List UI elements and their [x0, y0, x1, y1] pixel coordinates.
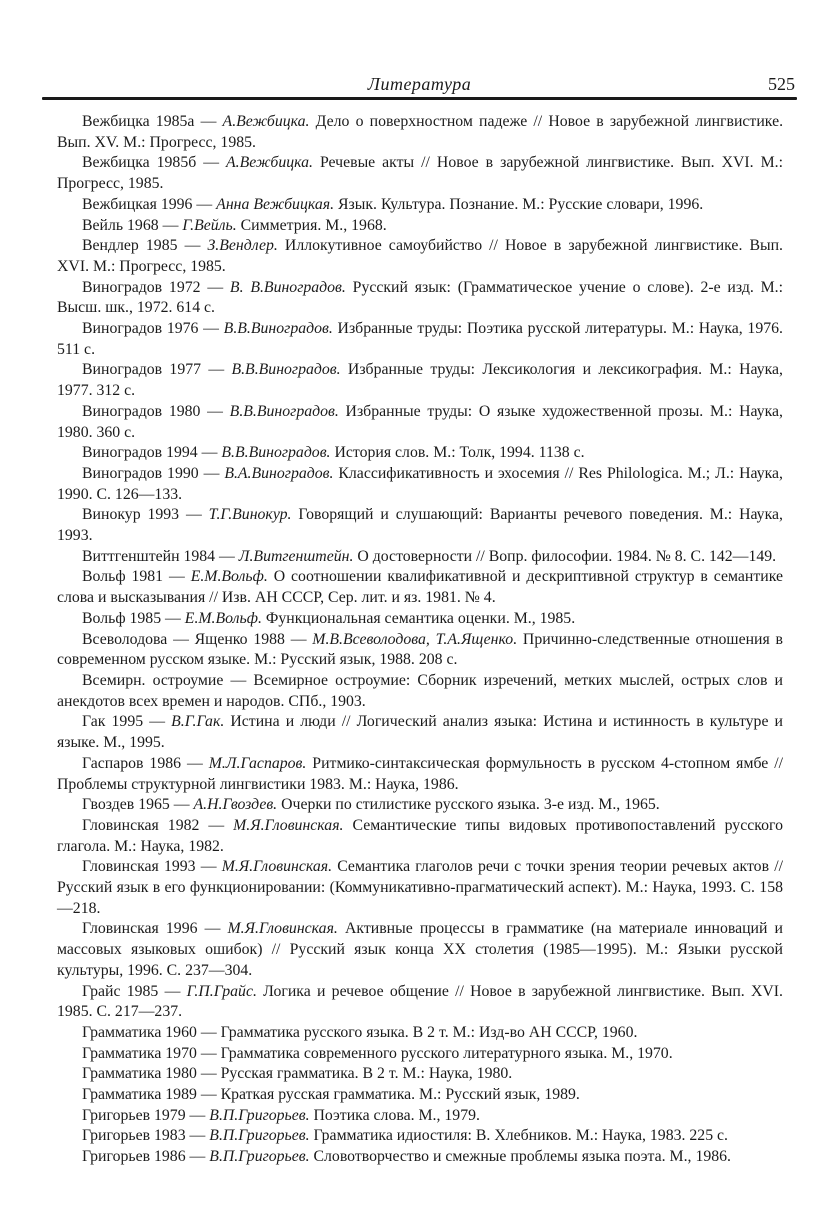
- entry-text: История слов. М.: Толк, 1994. 1138 с.: [334, 444, 585, 462]
- entry-author: М.Я.Гловинская.: [221, 858, 333, 876]
- entry-text: Очерки по стилистике русского языка. 3-е изд. М., 1965.: [281, 796, 660, 814]
- bibliography-entry: Вендлер 1985 — З.Вендлер. Иллокутивное самоубийство // Новое в зарубежной лингвистике. Вып. XVI. М.: Прогресс, 1985.: [57, 237, 784, 275]
- entry-label: Гвоздев 1965: [82, 796, 170, 814]
- entry-text: Язык. Культура. Познание. М.: Русские словари, 1996.: [337, 195, 704, 213]
- entry-text: Причинно-следственные отношения в современном русском языке. М.: Русский язык, 1988. 208 с.: [57, 630, 783, 669]
- entry-label: Вежбицкая 1996: [82, 195, 193, 213]
- entry-author: В.В.Виноградов.: [229, 402, 339, 420]
- entry-text: Дело о поверхностном падеже // Новое в зарубежной лингвистике. Вып. XV. М.: Прогресс, 1985.: [57, 113, 784, 151]
- bibliography-entry: Григорьев 1983 — В.П.Григорьев. Грамматика идиостиля: В. Хлебников. М.: Наука, 1983. 225 с.: [82, 1127, 728, 1145]
- entry-label: Грамматика 1960: [82, 1023, 197, 1041]
- entry-text: Избранные труды: Поэтика русской литературы. М.: Наука, 1976. 511 с.: [57, 320, 783, 358]
- entry-text: Поэтика слова. М., 1979.: [313, 1106, 480, 1124]
- entry-label: Григорьев 1979: [82, 1106, 186, 1124]
- entry-author: В.В.Виноградов.: [221, 444, 331, 462]
- entry-label: Гловинская 1996: [82, 920, 198, 938]
- entry-text: Семантика глаголов речи с точки зрения теории речевых актов // Русский язык в его функционировании: (Коммуникативно-прагматический аспект). М.: Наука, 1993. С. 158—218.: [57, 858, 783, 917]
- entry-author: В.Г.Гак.: [171, 713, 225, 731]
- entry-label: Виноградов 1980: [82, 402, 201, 420]
- entry-author: Анна Вежбицкая.: [216, 195, 335, 213]
- entry-text: О достоверности // Вопр. философии. 1984. № 8. С. 142—149.: [357, 547, 777, 565]
- bibliography-entry: Всеволодова — Ященко 1988 — М.В.Всеволодова, Т.А.Ященко. Причинно-следственные отношения в современном русском языке. М.: Русский язык, 1988. 208 с.: [57, 630, 783, 669]
- entry-label: Виноградов 1972: [82, 278, 201, 296]
- entry-author: В.П.Григорьев.: [209, 1127, 310, 1145]
- entry-author: Г.Вейль.: [182, 216, 237, 234]
- entry-text: Всемирное остроумие: Сборник изречений, метких мыслей, острых слов и анекдотов всех времен и народов. СПб., 1903.: [57, 671, 783, 710]
- entry-text: Классификативность и эхосемия // Res Philologica. М.; Л.: Наука, 1990. С. 126—133.: [57, 464, 783, 503]
- entry-label: Григорьев 1986: [82, 1148, 186, 1166]
- entry-text: Истина и люди // Логический анализ языка: Истина и истинность в культуре и языке. М., 1995.: [57, 713, 783, 752]
- entry-author: З.Вендлер.: [207, 237, 278, 255]
- entry-label: Всеволодова — Ященко 1988: [82, 630, 285, 648]
- bibliography-entry: Григорьев 1986 — В.П.Григорьев. Словотворчество и смежные проблемы языка поэта. М., 1986.: [82, 1148, 731, 1166]
- running-head: [42, 74, 797, 96]
- bibliography-entry: Грайс 1985 — Г.П.Грайс. Логика и речевое общение // Новое в зарубежной лингвистике. Вып. XVI. 1985. С. 217—237.: [57, 982, 784, 1021]
- bibliography-entry: Грамматика 1980 — Русская грамматика. В 2 т. М.: Наука, 1980.: [82, 1065, 513, 1083]
- entry-label: Винокур 1993: [82, 506, 180, 524]
- bibliography-entry: Вольф 1981 — Е.М.Вольф. О соотношении квалификативной и дескриптивной структур в семантике слова и высказывания // Изв. АН СССР, Сер. лит. и яз. 1981. № 4.: [57, 568, 784, 607]
- entry-text: Словотворчество и смежные проблемы языка поэта. М., 1986.: [313, 1148, 731, 1166]
- entry-label: Вольф 1985: [82, 609, 162, 627]
- entry-label: Виттгенштейн 1984: [82, 547, 216, 565]
- bibliography-entry: Виттгенштейн 1984 — Л.Витгенштейн. О достоверности // Вопр. философии. 1984. № 8. С. 142—149.: [82, 547, 777, 565]
- entry-author: А.Н.Гвоздев.: [193, 796, 278, 814]
- bibliography-entry: Грамматика 1989 — Краткая русская грамматика. М.: Русский язык, 1989.: [82, 1086, 580, 1104]
- bibliography-list: [57, 112, 783, 1168]
- entry-author: В.П.Григорьев.: [209, 1106, 310, 1124]
- entry-text: Функциональная семантика оценки. М., 1985.: [265, 609, 576, 627]
- entry-text: Краткая русская грамматика. М.: Русский язык, 1989.: [220, 1086, 580, 1104]
- entry-text: Русский язык: (Грамматическое учение о слове). 2-е изд. М.: Высш. шк., 1972. 614 с.: [57, 278, 783, 317]
- entry-author: В.В.Виноградов.: [223, 320, 333, 338]
- bibliography-entry: Виноградов 1980 — В.В.Виноградов. Избранные труды: О языке художественной прозы. М.: Наука, 1980. 360 с.: [57, 402, 783, 441]
- entry-text: Ритмико-синтаксическая формульность в русском 4-стопном ямбе // Проблемы структурной лингвистики 1983. М.: Наука, 1986.: [57, 754, 783, 793]
- entry-label: Виноградов 1976: [82, 320, 199, 338]
- entry-author: М.Л.Гаспаров.: [208, 754, 307, 772]
- entry-text: Грамматика современного русского литературного языка. М., 1970.: [220, 1044, 673, 1062]
- entry-text: Говорящий и слушающий: Варианты речевого поведения. М.: Наука, 1993.: [57, 506, 783, 545]
- entry-text: Активные процессы в грамматике (на материале инноваций и массовых языковых ошибок) // Русский язык конца XX столетия (1985—1995). М.: Языки русской культуры, 1996. С. 237—304.: [57, 920, 784, 979]
- entry-text: Грамматика русского языка. В 2 т. М.: Изд-во АН СССР, 1960.: [220, 1023, 638, 1041]
- entry-author: М.В.Всеволодова, Т.А.Ященко.: [312, 630, 518, 648]
- entry-text: О соотношении квалификативной и дескриптивной структур в семантике слова и высказывания // Изв. АН СССР, Сер. лит. и яз. 1981. № 4.: [57, 568, 784, 607]
- entry-author: В. В.Виноградов.: [229, 278, 346, 296]
- entry-label: Гаспаров 1986: [82, 754, 182, 772]
- entry-author: В.А.Виноградов.: [224, 464, 334, 482]
- entry-author: Е.М.Вольф.: [184, 609, 262, 627]
- entry-text: Иллокутивное самоубийство // Новое в зарубежной лингвистике. Вып. XVI. М.: Прогресс, 1985.: [57, 237, 784, 275]
- entry-label: Грайс 1985: [82, 982, 159, 1000]
- bibliography-entry: Виноградов 1990 — В.А.Виноградов. Классификативность и эхосемия // Res Philologica. М.; Л.: Наука, 1990. С. 126—133.: [57, 464, 783, 503]
- entry-label: Гак 1995: [82, 713, 144, 731]
- entry-text: Избранные труды: О языке художественной прозы. М.: Наука, 1980. 360 с.: [57, 402, 783, 441]
- entry-label: Виноградов 1994: [82, 444, 198, 462]
- entry-label: Гловинская 1993: [82, 858, 196, 876]
- entry-label: Гловинская 1982: [82, 816, 200, 834]
- entry-label: Вольф 1981: [82, 568, 164, 586]
- bibliography-entry: Гловинская 1993 — М.Я.Гловинская. Семантика глаголов речи с точки зрения теории речевых актов // Русский язык в его функционировании: (Коммуникативно-прагматический аспект). М.: Наука, 1993. С. 158—218.: [57, 858, 783, 917]
- entry-author: А.Вежбицка.: [226, 154, 313, 172]
- bibliography-entry: Вежбицкая 1996 — Анна Вежбицкая. Язык. Культура. Познание. М.: Русские словари, 1996.: [82, 195, 704, 213]
- bibliography-entry: Виноградов 1976 — В.В.Виноградов. Избранные труды: Поэтика русской литературы. М.: Наука, 1976. 511 с.: [57, 320, 783, 358]
- entry-label: Вейль 1968: [82, 216, 159, 234]
- header-rule: [42, 97, 797, 100]
- entry-label: Грамматика 1980: [82, 1065, 197, 1083]
- entry-text: Грамматика идиостиля: В. Хлебников. М.: Наука, 1983. 225 с.: [313, 1127, 728, 1145]
- bibliography-entry: Всемирн. остроумие — Всемирное остроумие: Сборник изречений, метких мыслей, острых слов и анекдотов всех времен и народов. СПб., 1903.: [57, 671, 783, 710]
- bibliography-entry: Грамматика 1960 — Грамматика русского языка. В 2 т. М.: Изд-во АН СССР, 1960.: [82, 1023, 638, 1041]
- bibliography-entry: Вежбицка 1985а — А.Вежбицка. Дело о поверхностном падеже // Новое в зарубежной лингвистике. Вып. XV. М.: Прогресс, 1985.: [57, 113, 784, 151]
- page-number: 525: [768, 74, 795, 94]
- entry-text: Русская грамматика. В 2 т. М.: Наука, 1980.: [220, 1065, 513, 1083]
- entry-label: Грамматика 1970: [82, 1044, 197, 1062]
- entry-text: Избранные труды: Лексикология и лексикография. М.: Наука, 1977. 312 с.: [57, 361, 783, 400]
- bibliography-entry: Вольф 1985 — Е.М.Вольф. Функциональная семантика оценки. М., 1985.: [82, 609, 576, 627]
- entry-author: Т.Г.Винокур.: [208, 506, 292, 524]
- bibliography-entry: Винокур 1993 — Т.Г.Винокур. Говорящий и слушающий: Варианты речевого поведения. М.: Наука, 1993.: [57, 506, 783, 545]
- entry-author: Л.Витгенштейн.: [238, 547, 354, 565]
- bibliography-entry: Григорьев 1979 — В.П.Григорьев. Поэтика слова. М., 1979.: [82, 1106, 480, 1124]
- entry-author: А.Вежбицка.: [222, 113, 310, 130]
- bibliography-entry: Вейль 1968 — Г.Вейль. Симметрия. М., 1968.: [82, 216, 387, 234]
- entry-label: Всемирн. остроумие: [82, 671, 224, 689]
- entry-author: Е.М.Вольф.: [190, 568, 268, 586]
- bibliography-entry: Виноградов 1972 — В. В.Виноградов. Русский язык: (Грамматическое учение о слове). 2-е изд. М.: Высш. шк., 1972. 614 с.: [57, 278, 783, 317]
- entry-text: Семантические типы видовых противопоставлений русского глагола. М.: Наука, 1982.: [57, 816, 783, 855]
- entry-label: Вежбицка 1985б: [82, 154, 197, 172]
- entry-text: Речевые акты // Новое в зарубежной лингвистике. Вып. XVI. М.: Прогресс, 1985.: [57, 154, 783, 193]
- bibliography-entry: Гвоздев 1965 — А.Н.Гвоздев. Очерки по стилистике русского языка. 3-е изд. М., 1965.: [82, 796, 660, 814]
- bibliography-entry: Гаспаров 1986 — М.Л.Гаспаров. Ритмико-синтаксическая формульность в русском 4-стопном ямбе // Проблемы структурной лингвистики 1983. М.: Наука, 1986.: [57, 754, 783, 793]
- bibliography-entry: Грамматика 1970 — Грамматика современного русского литературного языка. М., 1970.: [82, 1044, 673, 1062]
- entry-text: Симметрия. М., 1968.: [240, 216, 387, 234]
- entry-label: Вежбицка 1985а: [82, 113, 195, 130]
- entry-author: М.Я.Гловинская.: [227, 920, 338, 938]
- bibliography-entry: Гловинская 1982 — М.Я.Гловинская. Семантические типы видовых противопоставлений русского глагола. М.: Наука, 1982.: [57, 816, 783, 855]
- entry-label: Виноградов 1990: [82, 464, 199, 482]
- entry-label: Григорьев 1983: [82, 1127, 186, 1145]
- bibliography-entry: Гак 1995 — В.Г.Гак. Истина и люди // Логический анализ языка: Истина и истинность в культуре и языке. М., 1995.: [57, 713, 783, 752]
- entry-label: Грамматика 1989: [82, 1086, 197, 1104]
- bibliography-entry: Вежбицка 1985б — А.Вежбицка. Речевые акты // Новое в зарубежной лингвистике. Вып. XVI. М.: Прогресс, 1985.: [57, 154, 783, 193]
- page-title: Литература: [367, 74, 472, 94]
- entry-text: Логика и речевое общение // Новое в зарубежной лингвистике. Вып. XVI. 1985. С. 217—237.: [57, 982, 784, 1021]
- entry-author: М.Я.Гловинская.: [233, 816, 344, 834]
- entry-author: Г.П.Грайс.: [186, 982, 257, 1000]
- entry-label: Вендлер 1985: [82, 237, 178, 255]
- bibliography-entry: Виноградов 1994 — В.В.Виноградов. История слов. М.: Толк, 1994. 1138 с.: [82, 444, 585, 462]
- entry-author: В.В.Виноградов.: [231, 361, 341, 379]
- entry-author: В.П.Григорьев.: [209, 1148, 310, 1166]
- entry-label: Виноградов 1977: [82, 361, 202, 379]
- bibliography-entry: Гловинская 1996 — М.Я.Гловинская. Активные процессы в грамматике (на материале инноваций и массовых языковых ошибок) // Русский язык конца XX столетия (1985—1995). М.: Языки русской культуры, 1996. С. 237—304.: [57, 920, 784, 979]
- bibliography-entry: Виноградов 1977 — В.В.Виноградов. Избранные труды: Лексикология и лексикография. М.: Наука, 1977. 312 с.: [57, 361, 783, 400]
